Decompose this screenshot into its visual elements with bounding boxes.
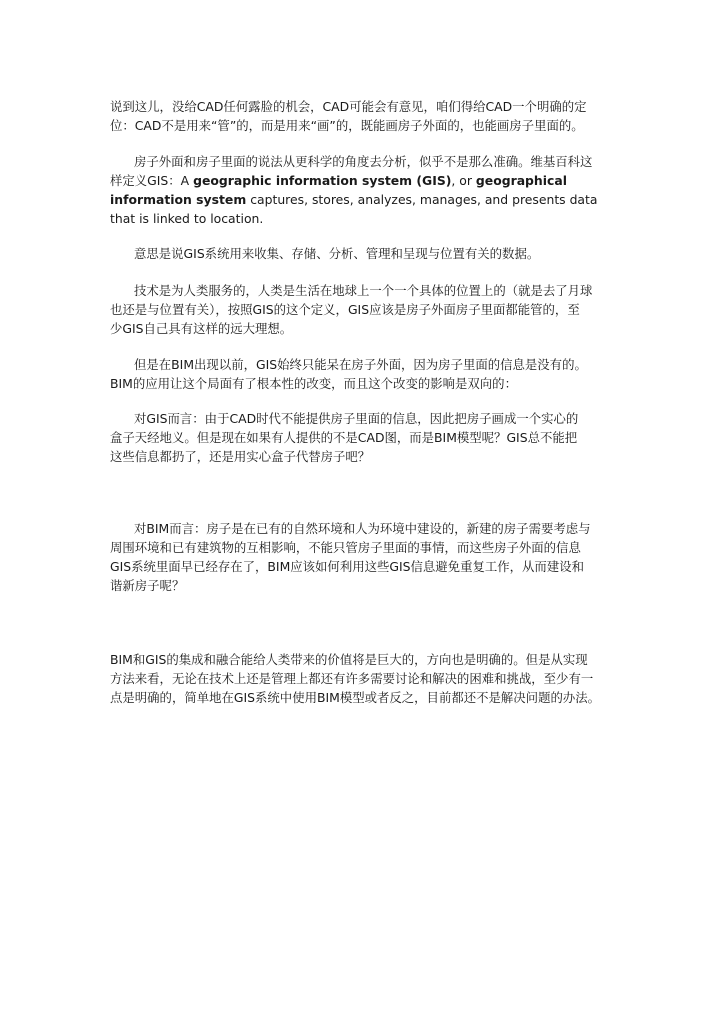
- paragraph-cad-role: [110, 97, 630, 135]
- text-line: 说到这儿，没给CAD任何露脸的机会，CAD可能会有意见，咱们得给CAD一个明确的定: [110, 99, 587, 114]
- text-line: BIM的应用让这个局面有了根本性的改变，而且这个改变的影响是双向的：: [110, 376, 517, 391]
- text-line: GIS系统里面早已经存在了，BIM应该如何利用这些GIS信息避免重复工作，从而建设和: [110, 559, 584, 574]
- paragraph-integration: [110, 650, 630, 707]
- text-line: BIM和GIS的集成和融合能给人类带来的价值将是巨大的，方向也是明确的。但是从实现: [110, 652, 588, 667]
- text-line: 少GIS自己具有这样的远大理想。: [110, 321, 293, 336]
- text-line: that is linked to location.: [110, 211, 264, 226]
- text-line: 对GIS而言：由于CAD时代不能提供房子里面的信息，因此把房子画成一个实心的: [134, 411, 579, 426]
- paragraph-for-gis: [110, 409, 630, 466]
- text-line: [110, 190, 630, 209]
- bold-term: geographic information system (GIS): [193, 173, 452, 188]
- text-line: 也还是与位置有关），按照GIS的这个定义，GIS应该是房子外面房子里面都能管的，至: [110, 302, 580, 317]
- text-line: 周围环境和已有建筑物的互相影响，不能只管房子里面的事情，而这些房子外面的信息: [110, 540, 581, 555]
- text-line: 意思是说GIS系统用来收集、存储、分析、管理和呈现与位置有关的数据。: [134, 246, 540, 261]
- paragraph-bim-impact: [110, 355, 630, 393]
- text-line: [110, 171, 630, 190]
- text-line: 技术是为人类服务的，人类是生活在地球上一个一个具体的位置上的（就是去了月球: [134, 283, 593, 298]
- text-line: 位：CAD不是用来“管”的，而是用来“画”的，既能画房子外面的，也能画房子里面的。: [110, 118, 584, 133]
- text-run: , or: [451, 173, 476, 188]
- paragraph-gis-meaning: [110, 244, 630, 263]
- text-line: 但是在BIM出现以前，GIS始终只能呆在房子外面，因为房子里面的信息是没有的。: [134, 357, 587, 372]
- text-line: 点是明确的，简单地在GIS系统中使用BIM模型或者反之，目前都还不是解决问题的办法。: [110, 690, 601, 705]
- text-line: 盒子天经地义。但是现在如果有人提供的不是CAD图，而是BIM模型呢？GIS总不能把: [110, 430, 578, 445]
- text-line: 方法来看，无论在技术上还是管理上都还有许多需要讨论和解决的困难和挑战，至少有一: [110, 671, 594, 686]
- paragraph-gis-definition: [110, 152, 630, 228]
- text-run: captures, stores, analyzes, manages, and presents data: [246, 192, 598, 207]
- text-line: 这些信息都扔了，还是用实心盒子代替房子吧？: [110, 449, 371, 464]
- bold-term: geographical: [475, 173, 567, 188]
- text-line: 对BIM而言：房子是在已有的自然环境和人为环境中建设的，新建的房子需要考虑与: [134, 521, 591, 536]
- text-line: 房子外面和房子里面的说法从更科学的角度去分析，似乎不是那么准确。维基百科这: [134, 154, 593, 169]
- paragraph-technology: [110, 281, 630, 338]
- text-run: 样定义GIS：A: [110, 173, 194, 188]
- paragraph-for-bim: [110, 519, 630, 595]
- text-line: 谐新房子呢？: [110, 578, 185, 593]
- bold-term: information system: [110, 192, 247, 207]
